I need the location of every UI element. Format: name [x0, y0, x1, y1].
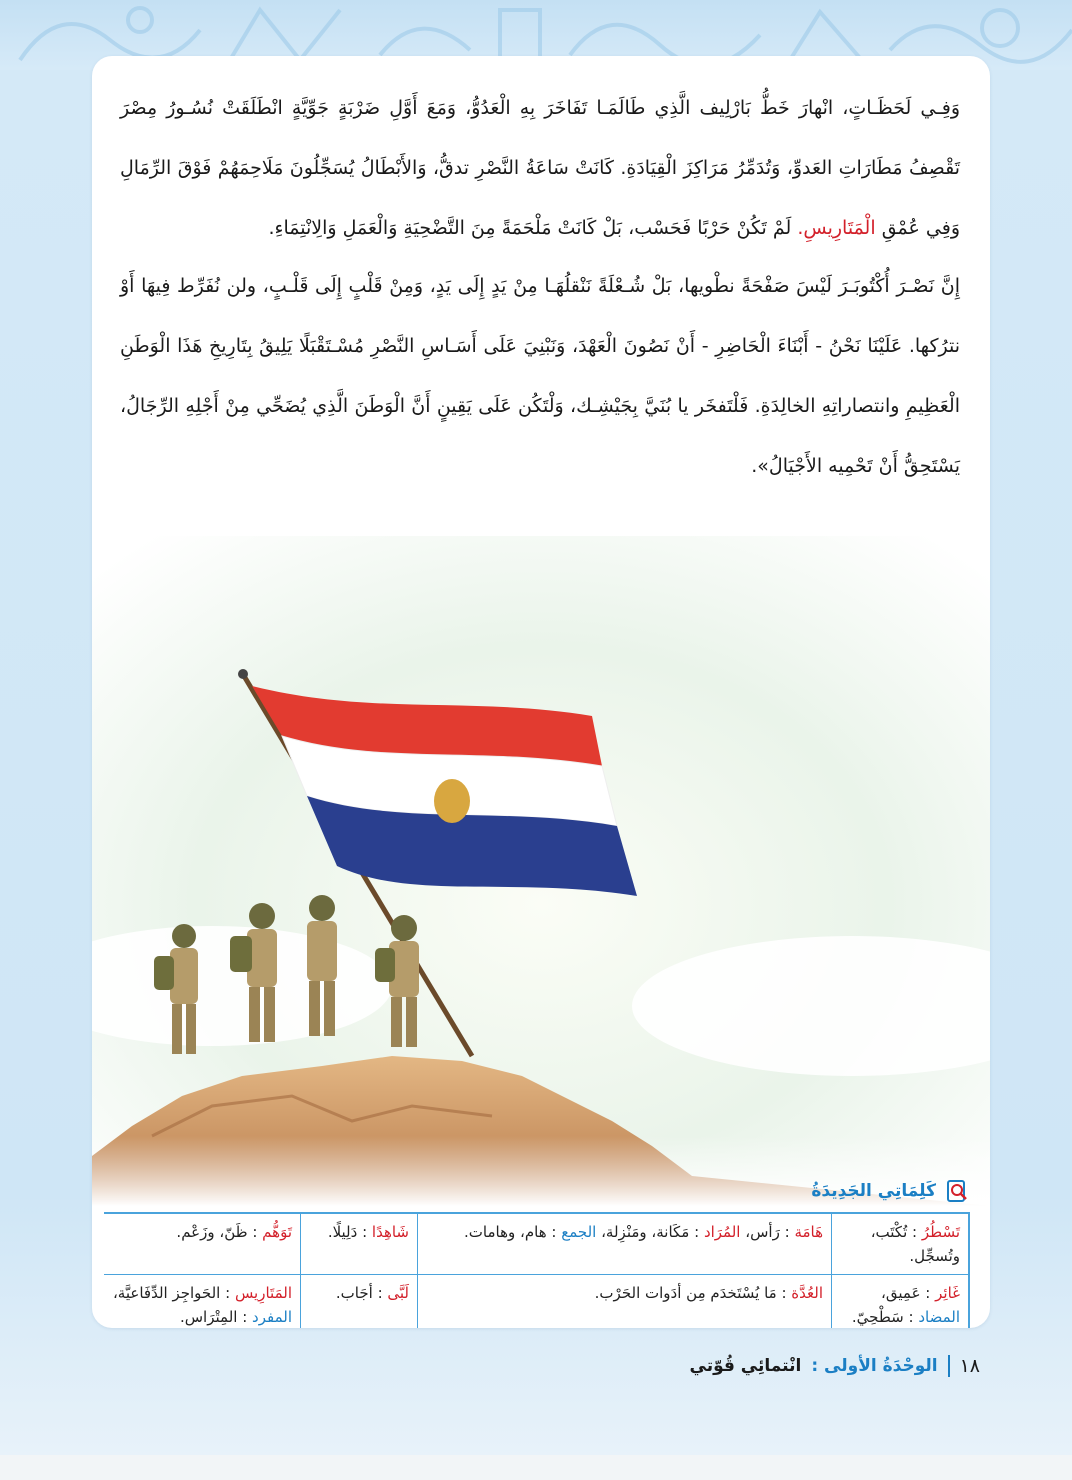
paragraph-1-text: وَفِـي لَحَظَـاتٍ، انْهارَ خَطُّ بَارْلِيف الَّذِي طَالَمَـا تَفَاخَرَ بِهِ الْعَدُوُّ، وَمَعَ أَوَّلِ ضَرْبَةٍ جَوِّيَّةٍ انْطَلَقَتْ نُسُـورُ مِصْرَ تَقْصِفُ مَطَارَاتِ العَدوِّ، وَتُدَمِّرُ مَرَاكِزَ الْقِيَادَةِ. كَانَتْ سَاعَةُ النَّصْرِ تدقُّ، وَالأَبْطَالُ يُسَجِّلُونَ مَلَاحِمَهُمْ فَوْقَ الرِّمَالِ وَفِي عُمْقِ [120, 97, 960, 239]
vocab-section-title [811, 1178, 970, 1204]
vocab-cell-tawahum: تَوَهُّم : ظَنّ، وزَعْم. [104, 1213, 301, 1275]
vocab-cell-udda: العُدَّة : مَا يُسْتَخدَم مِن أدَوات الحَرْب. [418, 1275, 832, 1329]
vocab-cell-labba: لَبَّى : أجَاب. [301, 1275, 418, 1329]
unit-title: انْتمائِي قُوّتي [689, 1356, 802, 1376]
highlight-word-matareeS: الْمَتَارِيسِ. [797, 217, 876, 239]
paragraph-1-text-end: لَمْ تَكُنْ حَرْبًا فَحَسْب، بَلْ كَانَتْ مَلْحَمَةً مِنَ التَّضْحِيَةِ وَالْعَمَلِ وَالِانْتِمَاءِ. [268, 217, 792, 239]
vocab-cell-matareeS: المَتَارِيس : الحَواجِز الدِّفَاعيَّة، المفرد : المِتْرَاس. [112, 1284, 292, 1326]
paragraph-2: إِنَّ نَصْـرَ أُكْتُوبَـرَ لَيْسَ صَفْحَةً نطْويها، بَلْ شُـعْلَةً نَنْقلُهَـا مِنْ يَدٍ إِلَى يَدٍ، وَمِنْ قَلْبٍ إِلَى قَلْـبٍ، ولن نُفَرِّط فِيهَا أَوْ نترُكها. عَلَيْنَا نَحْنُ - أَبْنَاءَ الْحَاضِرِ - أَنْ نَصُونَ الْعَهْدَ، وَنَبْنِيَ عَلَى أَسَـاسِ النَّصْرِ مُسْـتَقْبَلًا يَلِيقُ بِتَارِيخِ هَذَا الْوَطَنِ الْعَظِيمِ وانتصاراتِهِ الخالِدَةِ. فَلْتَفخَر يا بُنَيَّ بِجَيْشِـك، وَلْتَكُن عَلَى يَقِينٍ أَنَّ الْوَطَنَ الَّذِي يُضَحِّي مِنْ أَجْلِهِ الرِّجَالُ، يَسْتَحِقُّ أَنْ تَحْمِيه الأَجْيَالُ». [120, 275, 960, 477]
unit-name: الوحْدَةُ الأولى : [811, 1356, 938, 1376]
soldiers-raising-flag-illustration [92, 536, 990, 1206]
vocab-row [104, 1275, 969, 1329]
content-card [92, 56, 990, 1328]
vocab-row [104, 1213, 969, 1275]
vocab-cell-shahidan: شَاهِدًا : دَلِيلًا. [301, 1213, 418, 1275]
vocab-title-text: كَلِمَاتِي الجَدِيدَةُ [811, 1181, 936, 1201]
book-search-icon [944, 1178, 970, 1204]
bottom-bar [0, 1455, 1072, 1480]
vocab-cell-hama: هَامَة : رَأس، المُرَاد : مَكَانة، ومَنْزِلة، الجمع : هام، وهامات. [418, 1213, 832, 1275]
page-number: ١٨ [948, 1355, 980, 1377]
paragraph-1 [120, 78, 960, 258]
vocab-table [104, 1212, 970, 1328]
vocab-cell-tastur: تَسْطُرُ : تُكْتَب، وتُسجِّل. [832, 1213, 970, 1275]
vocab-cell-ghaer: غَائِر : عَمِيق، المضاد : سَطْحِيّ. [832, 1275, 970, 1329]
page-footer [690, 1355, 980, 1377]
